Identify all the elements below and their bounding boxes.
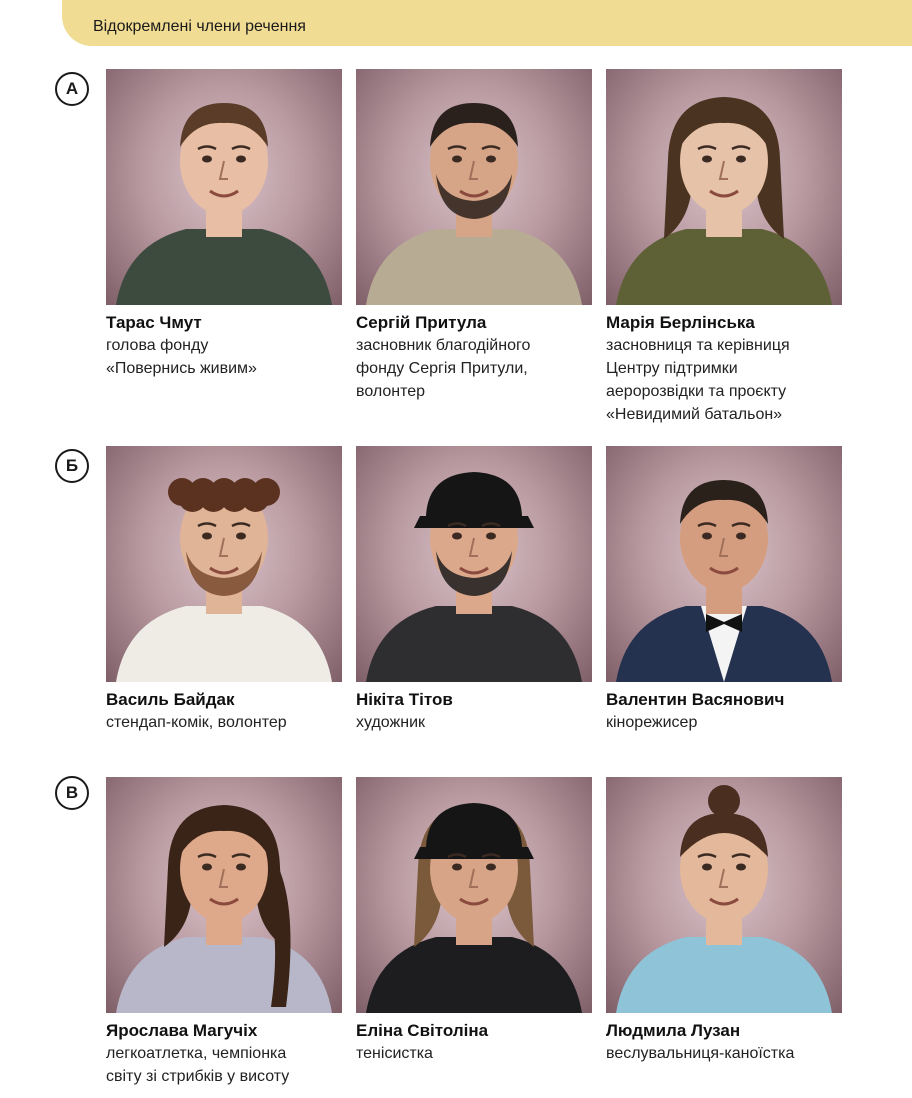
person-card: [106, 777, 342, 1088]
group-marker: А: [55, 72, 89, 106]
person-role: голова фонду «Повернись живим»: [106, 337, 257, 377]
person-name: Сергій Притула: [356, 313, 487, 332]
person-role: веслувальниця-каноїстка: [606, 1045, 795, 1062]
person-role: тенісистка: [356, 1045, 433, 1062]
section-title: Відокремлені члени речення: [93, 18, 306, 35]
portrait-photo: [106, 69, 342, 305]
group-marker: В: [55, 776, 89, 810]
person-name: Тарас Чмут: [106, 313, 202, 332]
portrait-photo: [356, 777, 592, 1013]
person-role: засновник благодійного фонду Сергія Притули, волонтер: [356, 337, 531, 400]
portrait-photo: [106, 777, 342, 1013]
person-role: художник: [356, 714, 425, 731]
person-name: Еліна Світоліна: [356, 1021, 489, 1040]
person-card: [356, 446, 592, 734]
person-name: Василь Байдак: [106, 690, 235, 709]
portrait-photo: [606, 777, 842, 1013]
person-card: [606, 446, 842, 734]
person-role: кінорежисер: [606, 714, 698, 731]
person-role: стендап-комік, волонтер: [106, 714, 287, 731]
person-role: легкоатлетка, чемпіонка світу зі стрибків у висоту: [106, 1045, 290, 1085]
person-name: Людмила Лузан: [606, 1021, 741, 1040]
person-name: Нікіта Тітов: [356, 690, 453, 709]
portrait-photo: [606, 69, 842, 305]
portrait-photo: [356, 69, 592, 305]
group-marker: Б: [55, 449, 89, 483]
person-name: Валентин Васянович: [606, 690, 785, 709]
portrait-photo: [106, 446, 342, 682]
person-name: Марія Берлінська: [606, 313, 755, 332]
person-card: [606, 69, 842, 426]
portrait-photo: [356, 446, 592, 682]
portrait-photo: [606, 446, 842, 682]
person-card: [106, 69, 342, 380]
section-header: [0, 0, 912, 46]
person-name: Ярослава Магучіх: [106, 1021, 258, 1040]
person-role: засновниця та керівниця Центру підтримки аеророзвідки та проєкту «Невидимий батальон»: [606, 337, 790, 423]
person-card: [106, 446, 342, 734]
person-card: [356, 69, 592, 403]
person-card: [606, 777, 842, 1065]
person-card: [356, 777, 592, 1065]
